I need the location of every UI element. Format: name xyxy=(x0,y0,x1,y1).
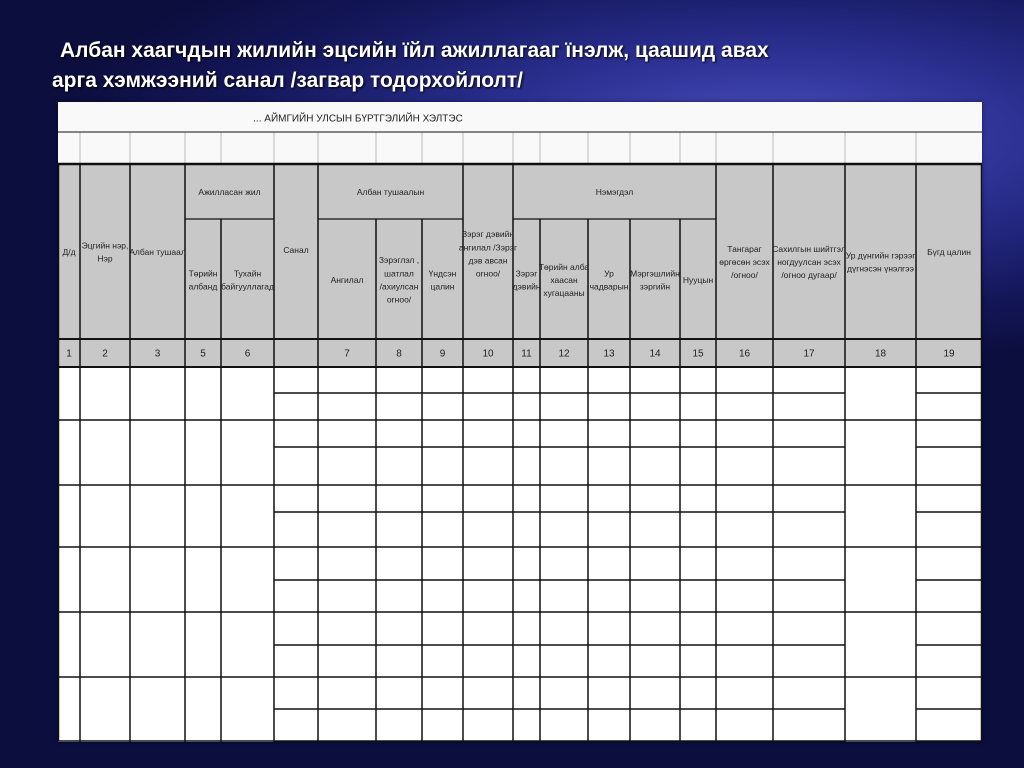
header-group: Ажилласан жил xyxy=(198,187,261,197)
header-cell: Сахилгын шийтгэл ногдуулсан эсэх /огноо дугаар/ xyxy=(772,243,846,281)
column-number: 16 xyxy=(738,348,751,360)
header-cell: Зэрэг дэвийн xyxy=(512,268,541,292)
header-cell: Тангараг өргөсөн эсэх /огноо/ xyxy=(719,243,770,281)
header-cell: Үндсэн цалин xyxy=(428,268,457,292)
form-caption: ... АЙМГИЙН УЛСЫН БҮРТГЭЛИЙН ХЭЛТЭС xyxy=(253,113,463,125)
registration-form-table xyxy=(58,102,982,742)
header-cell: Нууцын xyxy=(682,275,714,285)
slide-title-line-1: Албан хаагчдын жилийн эцсийн їйл ажиллагааг їнэлж, цаашид авах xyxy=(60,39,769,62)
header-cell: Д/д xyxy=(62,247,76,257)
column-number: 1 xyxy=(66,348,72,360)
column-number: 14 xyxy=(649,348,661,360)
column-number: 6 xyxy=(244,348,251,360)
column-number: 11 xyxy=(521,348,532,360)
column-number: 5 xyxy=(200,348,206,360)
slide-title xyxy=(52,36,982,96)
header-group: Албан тушаалын xyxy=(356,187,425,197)
header-cell: Мэргэшлийн зэргийн xyxy=(630,268,680,292)
column-number: 3 xyxy=(154,348,161,360)
column-number: 2 xyxy=(102,348,108,360)
header-cell: Ангилал xyxy=(330,275,364,285)
column-number: 7 xyxy=(344,348,350,360)
header-cell: Ур чадварын xyxy=(589,268,629,292)
header-cell: Ур дүнгийн гэрээг дүгнэсэн үнэлгээ xyxy=(845,250,916,274)
header-cell: Санал xyxy=(283,245,309,255)
column-number: 9 xyxy=(439,348,446,360)
header-cell: Зэрэг дэвийн ангилал /Зэрэг дэв авсан огноо/ xyxy=(458,229,518,279)
column-number: 13 xyxy=(603,348,615,360)
column-number: 15 xyxy=(692,348,704,360)
header-cell: Төрийн алба хаасан хугацааны xyxy=(538,261,590,299)
column-number: 18 xyxy=(874,348,887,360)
data-area-background xyxy=(58,367,982,742)
header-cell: Зэрэглэл , шатлал /ахиулсан огноо/ xyxy=(378,255,420,305)
header-cell: Бүгд цалин xyxy=(927,247,971,257)
header-cell: Албан тушаал xyxy=(129,247,186,257)
column-number: 12 xyxy=(558,348,570,360)
header-cell: Тухайн байгууллагад xyxy=(221,268,274,292)
header-background xyxy=(58,164,982,367)
slide-title-line-2: арга хэмжээний санал /загвар тодорхойлолт/ xyxy=(52,69,523,92)
header-cell: Төрийн албанд xyxy=(188,268,218,292)
header-cell: Эцгийн нэр, Нэр xyxy=(81,240,129,264)
column-number: 19 xyxy=(943,348,955,360)
column-number: 17 xyxy=(803,348,815,360)
column-number: 8 xyxy=(396,348,402,360)
form-table-drawing xyxy=(58,102,982,742)
column-number: 10 xyxy=(482,348,494,360)
header-group: Нэмэгдэл xyxy=(595,187,634,197)
